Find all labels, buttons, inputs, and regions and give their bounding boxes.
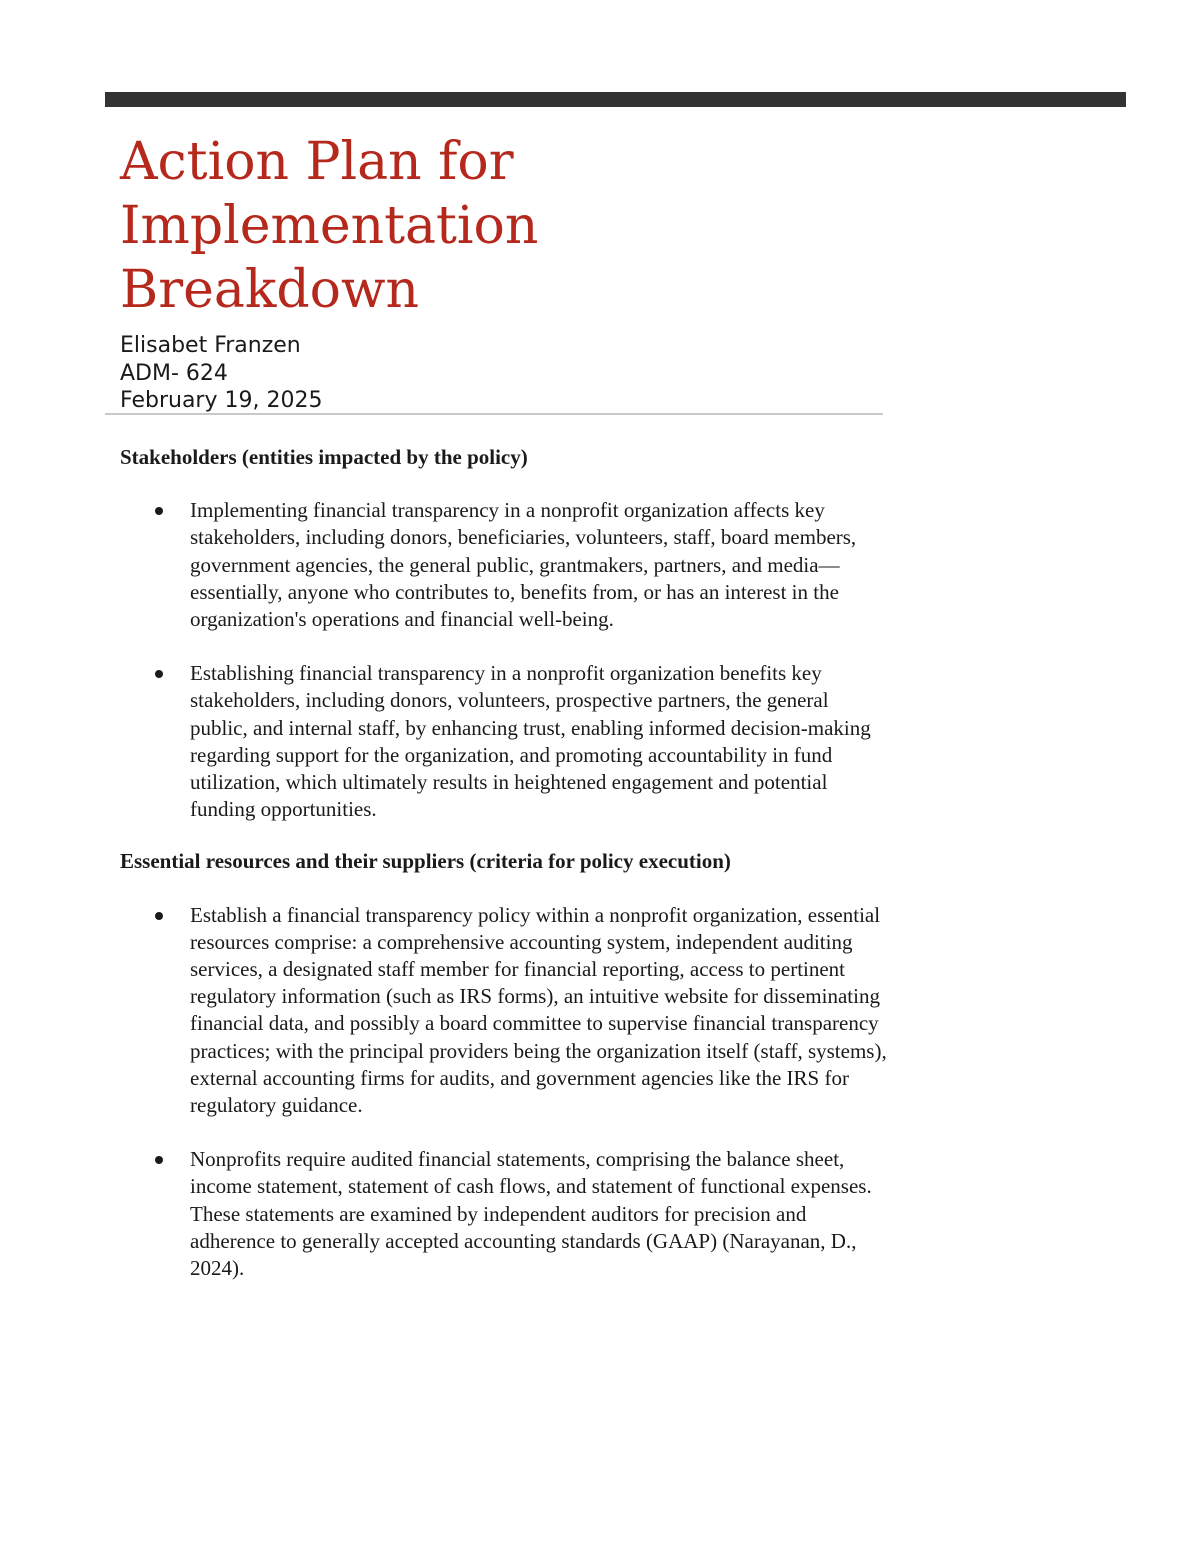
bullet-icon <box>155 670 163 678</box>
list-item <box>120 660 890 823</box>
bullet-icon <box>155 507 163 515</box>
bullet-list <box>120 902 890 1283</box>
document-body <box>120 444 890 1309</box>
section-resources <box>120 848 890 1282</box>
title-line: Breakdown <box>120 260 419 320</box>
list-item-text: Establish a financial transparency policy within a nonprofit organization, essential resources comprise: a comprehensive accounting system, independent auditing services, a designated staff member for financial reporting, access to pertinent regulatory information (such as IRS forms), an intuitive website for disseminating financial data, and possibly a board committee to supervise financial transparency practices; with the principal providers being the organization itself (staff, systems), external accounting firms for audits, and government agencies like the IRS for regulatory guidance. <box>190 902 887 1118</box>
author-name: Elisabet Franzen <box>120 333 301 358</box>
title-line: Implementation <box>120 196 539 256</box>
section-stakeholders <box>120 444 890 823</box>
meta-divider <box>105 413 883 415</box>
list-item-text: Implementing financial transparency in a nonprofit organization affects key stakeholders, including donors, beneficiaries, volunteers, staff, board members, government agencies, the general public, grantmakers, partners, and media—essentially, anyone who contributes to, benefits from, or has an interest in the organization's operations and financial well-being. <box>190 498 857 632</box>
section-heading: Essential resources and their suppliers (criteria for policy execution) <box>120 849 731 874</box>
list-item-text: Nonprofits require audited financial statements, comprising the balance sheet, income statement, statement of cash flows, and statement of functional expenses. These statements are examined by independent auditors for precision and adherence to generally accepted accounting standards (GAAP) (Narayanan, D., 2024). <box>190 1147 872 1281</box>
list-item <box>120 497 890 633</box>
section-heading: Stakeholders (entities impacted by the policy) <box>120 445 528 469</box>
list-item-text: Establishing financial transparency in a nonprofit organization benefits key stakeholders, including donors, volunteers, prospective partners, the general public, and internal staff, by enhancing trust, enabling informed decision-making regarding support for the organization, and promoting accountability in fund utilization, which ultimately results in heightened engagement and potential funding opportunities. <box>190 661 871 822</box>
bullet-icon <box>155 912 163 920</box>
document-date: February 19, 2025 <box>120 388 323 413</box>
document-meta <box>120 332 322 415</box>
header-rule <box>105 92 1126 107</box>
list-item <box>120 902 890 1120</box>
bullet-list <box>120 497 890 823</box>
course-code: ADM- 624 <box>120 360 228 386</box>
document-title <box>120 130 538 322</box>
title-line: Action Plan for <box>120 132 514 192</box>
list-item <box>120 1146 890 1282</box>
bullet-icon <box>155 1156 163 1164</box>
